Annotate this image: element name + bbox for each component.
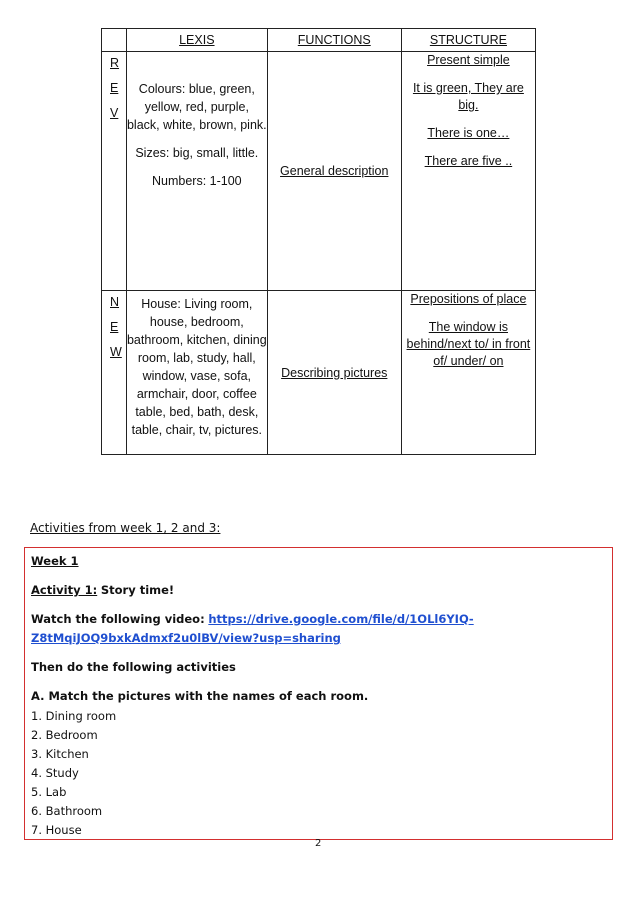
function-text: General description [280,164,389,178]
watch-line [31,612,474,626]
list-item: 4. Study [31,766,79,780]
header-empty [102,29,127,52]
activities-title: Activities from week 1, 2 and 3: [30,521,221,535]
letter: V [110,106,119,120]
activity-name: Story time! [100,583,175,597]
lexis-cell [126,291,267,455]
activity-label: Activity 1: [31,583,98,597]
video-link[interactable]: https://drive.google.com/file/d/1OLl6YIQ- [208,612,474,626]
video-link-continued[interactable]: Z8tMqiJOQ9bxkAdmxf2u0lBV/view?usp=sharing [31,631,341,645]
activity-heading [31,583,174,597]
lexis-colours: Colours: blue, green, yellow, red, purple, black, white, brown, pink. [126,82,267,132]
watch-label: Watch the following video: [31,612,205,626]
structure-cell [401,291,535,455]
table-row-rev [102,52,536,291]
structure-item: There is one… [427,126,510,140]
structure-item: It is green, They are big. [412,81,524,112]
page-number: 2 [315,838,322,849]
task-a: A. Match the pictures with the names of each room. [31,689,369,703]
row-letters [102,291,127,455]
activity-box [24,547,613,840]
list-item: 1. Dining room [31,709,117,723]
table-row-new [102,291,536,455]
letter: N [110,295,120,309]
letter: E [110,320,119,334]
function-cell [267,52,401,291]
list-item: 3. Kitchen [31,747,89,761]
structure-item: There are five .. [424,154,513,168]
lexis-numbers: Numbers: 1-100 [152,174,242,188]
list-item: 2. Bedroom [31,728,98,742]
structure-item: Prepositions of place [410,292,527,306]
lexis-cell [126,52,267,291]
function-cell [267,291,401,455]
week-label: Week 1 [31,554,79,568]
list-item: 6. Bathroom [31,804,103,818]
letter: E [110,81,119,95]
structure-item: Present simple [427,53,510,67]
list-item: 5. Lab [31,785,67,799]
function-text: Describing pictures [281,365,388,380]
header-structure: STRUCTURE [401,29,535,52]
table-header-row [102,29,536,52]
header-lexis: LEXIS [126,29,267,52]
lexis-sizes: Sizes: big, small, little. [135,146,259,160]
list-item: 7. House [31,823,82,837]
lexis-house: House: Living room, house, bedroom, bathroom, kitchen, dining room, lab, study, hall, window, vase, sofa, armchair, door, coffee table, bed, bath, desk, table, chair, tv, pictures. [126,297,267,437]
syllabus-table [101,28,536,455]
letter: W [110,345,122,359]
letter: R [110,56,120,70]
watch-line-2 [31,631,341,645]
structure-item: The window is behind/next to/ in front of/ under/ on [406,320,531,368]
row-letters [102,52,127,291]
header-functions: FUNCTIONS [267,29,401,52]
structure-cell [401,52,535,291]
then-text: Then do the following activities [31,660,236,674]
